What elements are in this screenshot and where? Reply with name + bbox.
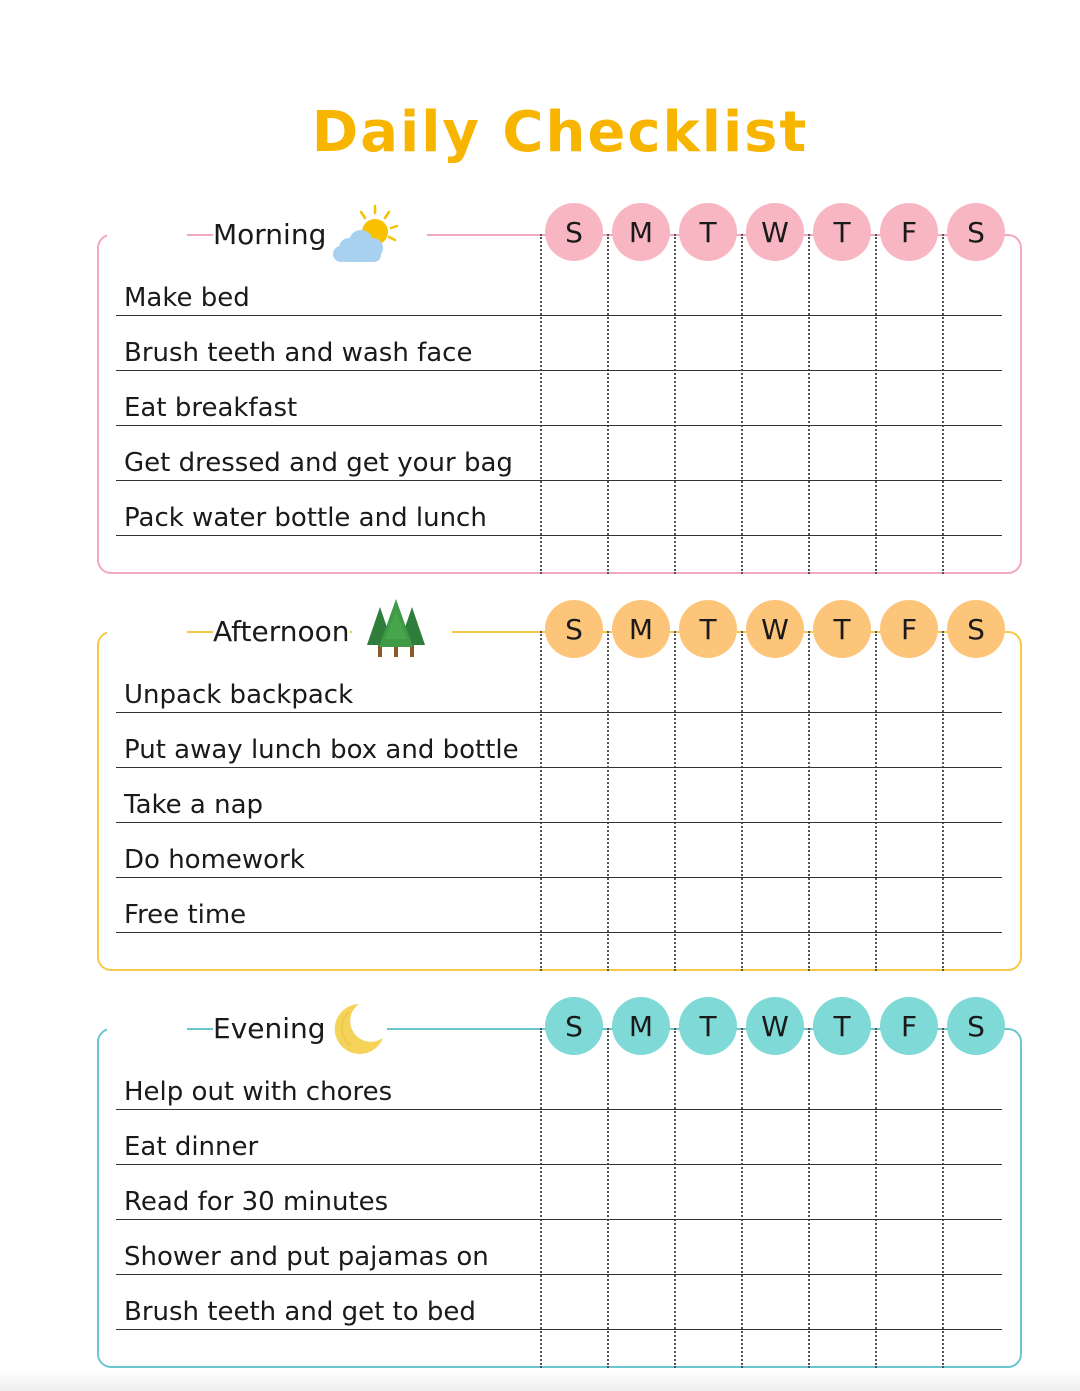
task-label: Eat breakfast xyxy=(124,393,298,423)
morning-check-cell[interactable] xyxy=(609,316,674,371)
morning-check-cell[interactable] xyxy=(944,261,1009,316)
evening-check-cell[interactable] xyxy=(542,1055,607,1110)
afternoon-check-cell[interactable] xyxy=(810,658,875,713)
task-label: Pack water bottle and lunch xyxy=(124,503,487,533)
trees-icon xyxy=(365,597,427,661)
afternoon-check-cell[interactable] xyxy=(877,768,942,823)
morning-check-cell[interactable] xyxy=(944,481,1009,536)
evening-day-circle: M xyxy=(612,997,670,1055)
morning-section xyxy=(97,215,1022,574)
morning-check-cell[interactable] xyxy=(944,316,1009,371)
morning-check-cell[interactable] xyxy=(676,426,741,481)
afternoon-day-circle: S xyxy=(947,600,1005,658)
morning-check-cell[interactable] xyxy=(609,481,674,536)
evening-check-cell[interactable] xyxy=(810,1220,875,1275)
evening-check-cell[interactable] xyxy=(944,1110,1009,1165)
morning-day-circle: M xyxy=(612,203,670,261)
task-label: Read for 30 minutes xyxy=(124,1187,389,1217)
afternoon-check-cell[interactable] xyxy=(676,768,741,823)
afternoon-check-cell[interactable] xyxy=(542,823,607,878)
afternoon-check-cell[interactable] xyxy=(810,878,875,933)
task-label: Get dressed and get your bag xyxy=(124,448,513,478)
evening-check-cell[interactable] xyxy=(609,1220,674,1275)
morning-check-cell[interactable] xyxy=(609,371,674,426)
afternoon-check-cell[interactable] xyxy=(676,878,741,933)
afternoon-day-header xyxy=(545,600,1007,662)
task-label: Brush teeth and wash face xyxy=(124,338,473,368)
task-label: Unpack backpack xyxy=(124,680,354,710)
afternoon-check-cell[interactable] xyxy=(944,878,1009,933)
task-label: Do homework xyxy=(124,845,305,875)
evening-check-cell[interactable] xyxy=(810,1275,875,1330)
morning-check-cell[interactable] xyxy=(877,426,942,481)
morning-check-cell[interactable] xyxy=(542,481,607,536)
afternoon-day-circle: W xyxy=(746,600,804,658)
afternoon-check-cell[interactable] xyxy=(944,823,1009,878)
evening-check-cell[interactable] xyxy=(609,1055,674,1110)
morning-check-cell[interactable] xyxy=(542,426,607,481)
afternoon-check-cell[interactable] xyxy=(609,878,674,933)
morning-check-cell[interactable] xyxy=(743,426,808,481)
evening-check-cell[interactable] xyxy=(810,1110,875,1165)
morning-check-cell[interactable] xyxy=(877,261,942,316)
afternoon-check-cell[interactable] xyxy=(877,823,942,878)
evening-check-cell[interactable] xyxy=(877,1055,942,1110)
evening-check-cell[interactable] xyxy=(676,1165,741,1220)
evening-label: Evening xyxy=(213,1012,326,1045)
evening-check-cell[interactable] xyxy=(877,1110,942,1165)
afternoon-check-cell[interactable] xyxy=(609,823,674,878)
afternoon-check-cell[interactable] xyxy=(542,878,607,933)
afternoon-check-cell[interactable] xyxy=(944,658,1009,713)
evening-check-cell[interactable] xyxy=(743,1055,808,1110)
afternoon-section xyxy=(97,612,1022,971)
morning-check-cell[interactable] xyxy=(676,371,741,426)
afternoon-check-cell[interactable] xyxy=(743,823,808,878)
afternoon-check-cell[interactable] xyxy=(609,713,674,768)
afternoon-check-cell[interactable] xyxy=(944,713,1009,768)
task-label: Put away lunch box and bottle xyxy=(124,735,519,765)
afternoon-check-cell[interactable] xyxy=(676,658,741,713)
afternoon-check-cell[interactable] xyxy=(676,823,741,878)
evening-check-cell[interactable] xyxy=(743,1220,808,1275)
task-label: Help out with chores xyxy=(124,1077,393,1107)
afternoon-label: Afternoon xyxy=(213,615,350,648)
afternoon-check-cell[interactable] xyxy=(810,713,875,768)
evening-check-cell[interactable] xyxy=(542,1275,607,1330)
afternoon-check-cell[interactable] xyxy=(676,713,741,768)
morning-check-cell[interactable] xyxy=(877,371,942,426)
morning-day-circle: T xyxy=(679,203,737,261)
evening-check-cell[interactable] xyxy=(810,1055,875,1110)
afternoon-check-cell[interactable] xyxy=(542,768,607,823)
evening-check-cell[interactable] xyxy=(676,1220,741,1275)
morning-check-cell[interactable] xyxy=(676,481,741,536)
evening-day-circle: S xyxy=(545,997,603,1055)
evening-check-cell[interactable] xyxy=(743,1110,808,1165)
morning-day-circle: T xyxy=(813,203,871,261)
moon-icon xyxy=(329,1002,385,1056)
morning-check-cell[interactable] xyxy=(676,261,741,316)
morning-check-cell[interactable] xyxy=(609,426,674,481)
morning-day-circle: W xyxy=(746,203,804,261)
sun-cloud-icon xyxy=(329,204,407,266)
page-title: Daily Checklist xyxy=(311,100,809,165)
evening-check-cell[interactable] xyxy=(944,1275,1009,1330)
afternoon-day-circle: S xyxy=(545,600,603,658)
evening-check-cell[interactable] xyxy=(877,1220,942,1275)
morning-check-cell[interactable] xyxy=(609,261,674,316)
morning-check-cell[interactable] xyxy=(542,371,607,426)
evening-check-cell[interactable] xyxy=(877,1275,942,1330)
morning-day-header xyxy=(545,203,1007,265)
morning-check-cell[interactable] xyxy=(877,481,942,536)
evening-day-circle: T xyxy=(813,997,871,1055)
evening-check-cell[interactable] xyxy=(877,1165,942,1220)
evening-day-circle: T xyxy=(679,997,737,1055)
evening-day-circle: F xyxy=(880,997,938,1055)
afternoon-check-cell[interactable] xyxy=(743,878,808,933)
afternoon-check-cell[interactable] xyxy=(609,768,674,823)
afternoon-check-cell[interactable] xyxy=(944,768,1009,823)
afternoon-day-circle: M xyxy=(612,600,670,658)
morning-check-cell[interactable] xyxy=(743,481,808,536)
task-label: Shower and put pajamas on xyxy=(124,1242,489,1272)
morning-check-cell[interactable] xyxy=(743,316,808,371)
evening-check-cell[interactable] xyxy=(944,1055,1009,1110)
afternoon-check-cell[interactable] xyxy=(810,823,875,878)
afternoon-check-cell[interactable] xyxy=(609,658,674,713)
evening-check-cell[interactable] xyxy=(676,1110,741,1165)
evening-section xyxy=(97,1009,1022,1368)
morning-check-cell[interactable] xyxy=(676,316,741,371)
task-label: Make bed xyxy=(124,283,250,313)
morning-check-cell[interactable] xyxy=(810,481,875,536)
afternoon-check-cell[interactable] xyxy=(810,768,875,823)
evening-check-cell[interactable] xyxy=(944,1165,1009,1220)
morning-day-circle: F xyxy=(880,203,938,261)
evening-day-circle: S xyxy=(947,997,1005,1055)
evening-check-cell[interactable] xyxy=(542,1110,607,1165)
morning-check-cell[interactable] xyxy=(743,371,808,426)
afternoon-day-circle: F xyxy=(880,600,938,658)
morning-check-cell[interactable] xyxy=(944,426,1009,481)
afternoon-check-cell[interactable] xyxy=(877,878,942,933)
afternoon-check-cell[interactable] xyxy=(743,713,808,768)
morning-check-cell[interactable] xyxy=(810,426,875,481)
morning-check-cell[interactable] xyxy=(542,261,607,316)
afternoon-day-circle: T xyxy=(679,600,737,658)
afternoon-check-cell[interactable] xyxy=(877,713,942,768)
afternoon-check-cell[interactable] xyxy=(542,658,607,713)
evening-check-cell[interactable] xyxy=(676,1055,741,1110)
task-label: Take a nap xyxy=(124,790,264,820)
evening-check-cell[interactable] xyxy=(609,1275,674,1330)
morning-check-cell[interactable] xyxy=(810,316,875,371)
afternoon-check-cell[interactable] xyxy=(542,713,607,768)
afternoon-day-circle: T xyxy=(813,600,871,658)
evening-check-cell[interactable] xyxy=(542,1165,607,1220)
evening-day-circle: W xyxy=(746,997,804,1055)
evening-check-cell[interactable] xyxy=(743,1275,808,1330)
morning-check-cell[interactable] xyxy=(944,371,1009,426)
morning-check-cell[interactable] xyxy=(810,371,875,426)
task-label: Free time xyxy=(124,900,247,930)
evening-check-cell[interactable] xyxy=(609,1165,674,1220)
morning-label: Morning xyxy=(213,218,327,251)
evening-check-cell[interactable] xyxy=(609,1110,674,1165)
morning-day-circle: S xyxy=(947,203,1005,261)
evening-check-cell[interactable] xyxy=(676,1275,741,1330)
morning-check-cell[interactable] xyxy=(743,261,808,316)
afternoon-check-cell[interactable] xyxy=(743,658,808,713)
morning-check-cell[interactable] xyxy=(810,261,875,316)
evening-check-cell[interactable] xyxy=(810,1165,875,1220)
task-label: Eat dinner xyxy=(124,1132,259,1162)
task-label: Brush teeth and get to bed xyxy=(124,1297,476,1327)
evening-check-cell[interactable] xyxy=(944,1220,1009,1275)
morning-check-cell[interactable] xyxy=(542,316,607,371)
afternoon-check-cell[interactable] xyxy=(743,768,808,823)
morning-check-cell[interactable] xyxy=(877,316,942,371)
evening-check-cell[interactable] xyxy=(542,1220,607,1275)
afternoon-check-cell[interactable] xyxy=(877,658,942,713)
evening-check-cell[interactable] xyxy=(743,1165,808,1220)
evening-day-header xyxy=(545,997,1007,1059)
morning-day-circle: S xyxy=(545,203,603,261)
